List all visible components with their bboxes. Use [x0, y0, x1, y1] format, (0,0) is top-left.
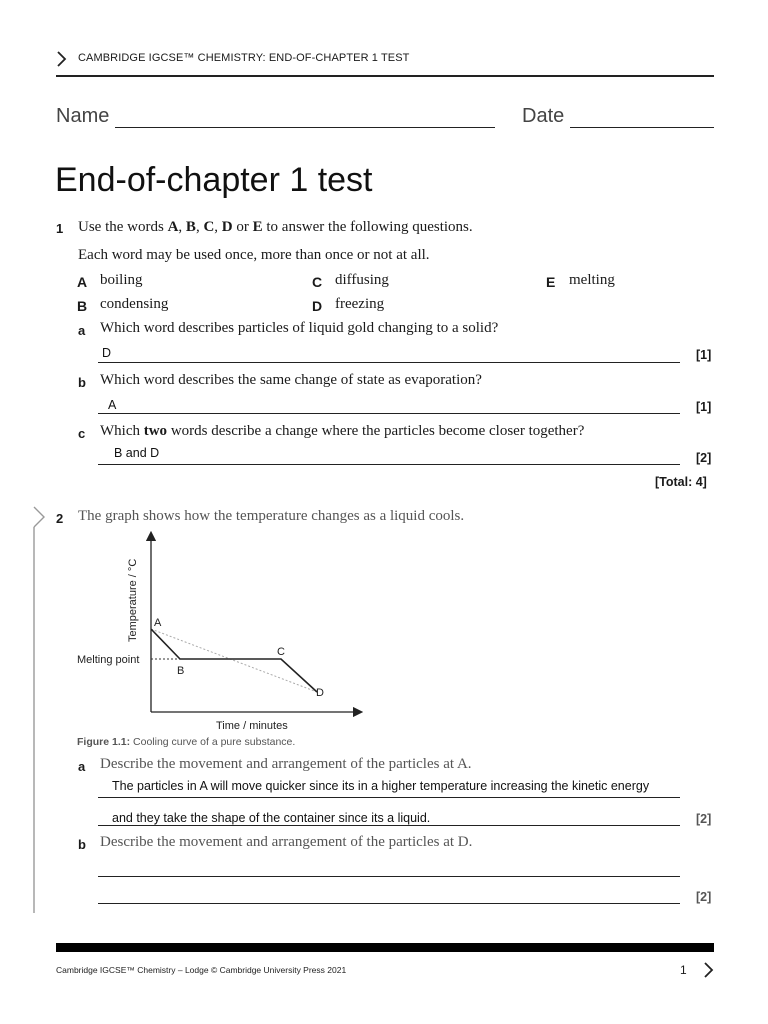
option-d-word: freezing	[335, 296, 385, 312]
q1-number: 1	[56, 221, 64, 236]
point-b-label: B	[177, 665, 185, 677]
footer-credit: Cambridge IGCSE™ Chemistry – Lodge © Cambridge University Press 2021	[56, 965, 347, 975]
figure-caption-text: Cooling curve of a pure substance.	[133, 736, 296, 748]
q1b-answer[interactable]: A	[108, 398, 117, 412]
figure-caption-label: Figure 1.1:	[77, 736, 131, 748]
y-axis-label: Temperature / °C	[127, 558, 139, 642]
q1-total: [Total: 4]	[655, 475, 707, 489]
x-axis-label: Time / minutes	[216, 720, 288, 732]
point-c-label: C	[277, 646, 285, 658]
date-field[interactable]	[570, 127, 714, 128]
dotted-line	[151, 629, 317, 692]
q2a-answer-line2[interactable]: and they take the shape of the container since its a liquid.	[112, 811, 431, 825]
q1-intro2: Each word may be used once, more than once or not at all.	[78, 247, 430, 263]
point-a-label: A	[154, 617, 162, 629]
figure-caption	[77, 736, 295, 748]
q2a-answer-line1[interactable]: The particles in A will move quicker since its in a higher temperature increasing the kinetic energy	[112, 779, 650, 793]
q1b-label: b	[78, 375, 86, 390]
q1c-answer[interactable]: B and D	[114, 446, 160, 460]
q2a-text: Describe the movement and arrangement of the particles at A.	[100, 756, 472, 772]
q2b-line1[interactable]	[98, 876, 680, 877]
name-field[interactable]	[115, 127, 495, 128]
q1b-text: Which word describes the same change of state as evaporation?	[100, 372, 482, 388]
q2b-marks: [2]	[696, 890, 712, 904]
q2a-marks: [2]	[696, 812, 712, 826]
q2a-line2	[98, 825, 680, 826]
q2a-label: a	[78, 759, 86, 774]
melting-point-label: Melting point	[77, 654, 140, 666]
header-rule	[56, 75, 714, 77]
q2-number: 2	[56, 511, 64, 526]
q2-intro: The graph shows how the temperature changes as a liquid cools.	[78, 508, 465, 524]
option-a-letter: A	[77, 274, 88, 290]
date-label: Date	[522, 105, 565, 127]
option-b-letter: B	[77, 298, 88, 314]
q1a-answer-line	[98, 362, 680, 363]
q1c-answer-line	[98, 464, 680, 465]
q1c-marks: [2]	[696, 451, 712, 465]
q1c-label: c	[78, 426, 86, 441]
q1-intro: Use the words A, B, C, D or E to answer the following questions.	[78, 219, 473, 235]
option-c-word: diffusing	[335, 272, 389, 288]
option-d-letter: D	[312, 298, 323, 314]
q1b-answer-line	[98, 413, 680, 414]
option-e-letter: E	[546, 274, 556, 290]
page-number: 1	[680, 963, 687, 977]
option-a-word: boiling	[100, 272, 143, 288]
q1a-text: Which word describes particles of liquid gold changing to a solid?	[100, 320, 499, 336]
option-c-letter: C	[312, 274, 323, 290]
q1b-marks: [1]	[696, 400, 712, 414]
page-title: End-of-chapter 1 test	[55, 161, 373, 199]
q1a-label: a	[78, 323, 86, 338]
option-e-word: melting	[569, 272, 615, 288]
cooling-curve-graph	[70, 530, 370, 735]
q2b-line2[interactable]	[98, 903, 680, 904]
name-label: Name	[56, 105, 110, 127]
q1a-answer[interactable]: D	[102, 346, 112, 360]
footer-bar	[56, 943, 714, 952]
q2b-text: Describe the movement and arrangement of the particles at D.	[100, 834, 473, 850]
q1a-marks: [1]	[696, 348, 712, 362]
point-d-label: D	[316, 687, 324, 699]
next-page-chevron-icon[interactable]	[703, 961, 715, 979]
running-title: CAMBRIDGE IGCSE™ CHEMISTRY: END-OF-CHAPTER 1 TEST	[78, 52, 410, 64]
q2a-line1	[98, 797, 680, 798]
q2-bracket-icon	[30, 505, 50, 915]
q1c-text: Which two words describe a change where the particles become closer together?	[100, 423, 585, 439]
option-b-word: condensing	[100, 296, 169, 312]
q2b-label: b	[78, 837, 86, 852]
header-chevron-icon	[56, 50, 68, 68]
